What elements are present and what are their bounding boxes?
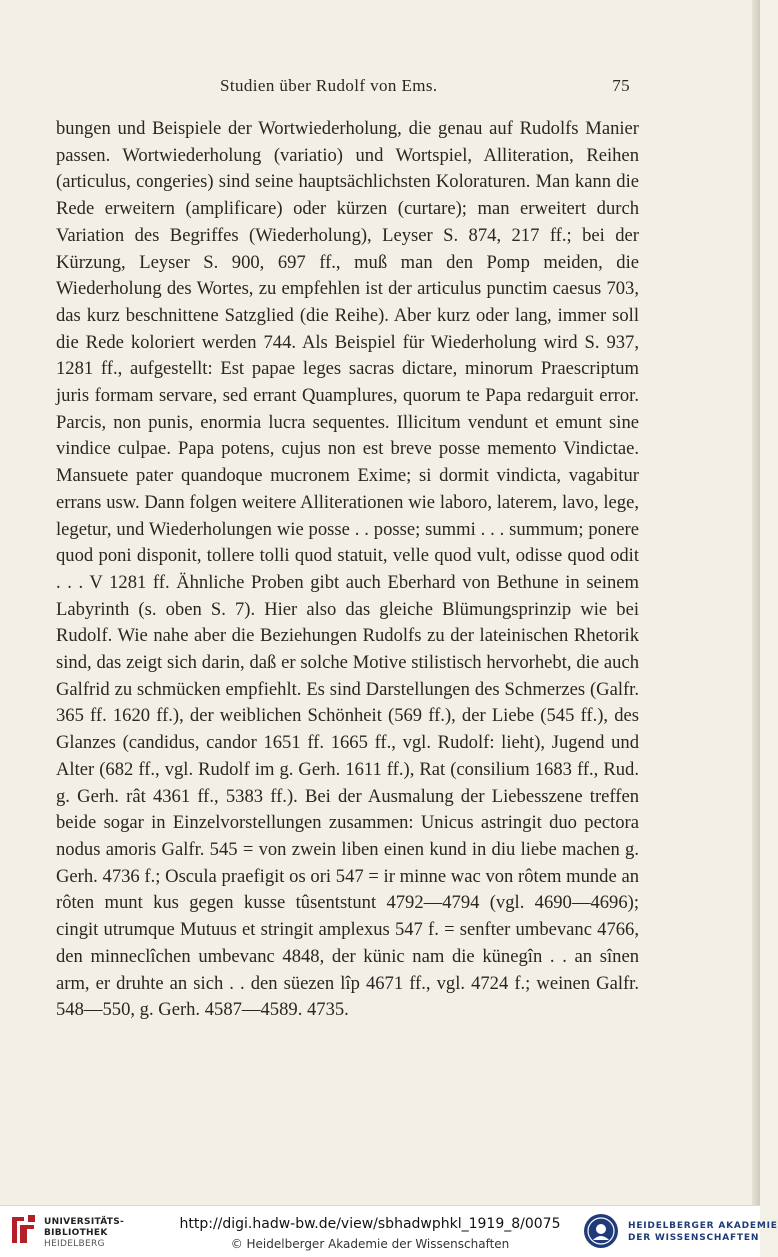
running-head bbox=[55, 76, 630, 98]
academy-logo-line1: HEIDELBERGER AKADEMIE bbox=[628, 1221, 778, 1231]
library-logo-line3: HEIDELBERG bbox=[44, 1239, 105, 1249]
academy-seal-icon bbox=[582, 1212, 620, 1250]
library-logo-line1: UNIVERSITÄTS- bbox=[44, 1217, 125, 1227]
library-logo-line2: BIBLIOTHEK bbox=[44, 1228, 108, 1238]
academy-logo-line2: DER WISSENSCHAFTEN bbox=[628, 1233, 760, 1243]
page-number: 75 bbox=[612, 76, 630, 95]
copyright-notice: © Heidelberger Akademie der Wissenschaften bbox=[230, 1237, 510, 1251]
body-paragraph: bungen und Beispiele der Wortwiederholung, die genau auf Rudolfs Manier passen. Wortwiederholung (variatio) und Wortspiel, Alliteration, Reihen (articulus, congeries) sind seine hauptsächlichsten Koloraturen. Man kann die Rede erweitern (amplificare) oder kürzen (curtare); man erweitert durch Variation des Begriffes (Wiederholung), Leyser S. 874, 217 ff.; bei der Kürzung, Leyser S. 900, 697 ff., muß man den Pomp meiden, die Wiederholung des Wortes, zu empfehlen ist der articulus punctim caesus 703, das kurz beschnittene Satzglied (die Reihe). Aber kurz oder lang, immer soll die Rede koloriert werden 744. Als Beispiel für Wiederholung wird S. 937, 1281 ff., aufgestellt: Est papae leges sacras dictare, minorum Praescriptum juris formam servare, sed errant Quamplures, quorum te Papa redarguit error. Parcis, non punis, enormia lucra sequentes. Illicitum vendunt et emunt sine vindice culpae. Papa potens, cujus non est breve posse memento Vindictae. Mansuete pater quandoque mucronem Exime; si dormit vindicta, vagabitur errans usw. Dann folgen weitere Alliterationen wie laboro, laterem, lavo, lege, legetur, und Wiederholungen wie posse . . posse; summi . . . summum; ponere quod poni disponit, tollere tolli quod statuit, velle quod vult, odisse quod odit . . . V 1281 ff. Ähnliche Proben gibt auch Eberhard von Bethune in seinem Labyrinth (s. oben S. 7). Hier also das gleiche Blümungsprinzip wie bei Rudolf. Wie nahe aber die Beziehungen Rudolfs zu der lateinischen Rhetorik sind, das zeigt sich darin, daß er solche Motive stilistisch hervorhebt, die auch Galfrid zu schmücken empfiehlt. Es sind Darstellungen des Schmerzes (Galfr. 365 ff. 1620 ff.), der weiblichen Schönheit (569 ff.), der Liebe (545 ff.), des Glanzes (candidus, candor 1651 ff. 1665 ff., vgl. Rudolf: lieht), Jugend und Alter (682 ff., vgl. Rudolf im g. Gerh. 1611 ff.), Rat (consilium 1683 ff., Rud. g. Gerh. rât 4361 ff., 5383 ff.). Bei der Ausmalung der Liebesszene treffen beide sogar in Einzelvorstellungen zusammen: Unicus astringit duo pectora nodus amoris Galfr. 545 = von zwein liben einen kund in diu liebe machen g. Gerh. 4736 f.; Oscula praefigit os ori 547 = ir minne wac von rôtem munde an rôten munt kus gegen kusse tûsentstunt 4792—4794 (vgl. 4690—4696); cingit utrumque Mutuus et stringit amplexus 547 f. = senfter umbevanc 4766, den minneclîchen umbevanc 4848, der künic nam die künegîn . . an sînen arm, er druhte an sich . . den süezen lîp 4671 ff., vgl. 4724 f.; weinen Galfr. 548—550, g. Gerh. 4587—4589. 4735. bbox=[56, 118, 639, 1021]
page-edge bbox=[752, 0, 760, 1205]
academy-logo[interactable] bbox=[582, 1211, 778, 1251]
viewer-footer bbox=[0, 1205, 778, 1257]
library-logo-icon bbox=[8, 1213, 38, 1247]
footer-divider bbox=[0, 1205, 760, 1206]
body-text bbox=[56, 116, 639, 1024]
running-title: Studien über Rudolf von Ems. bbox=[220, 76, 438, 95]
university-library-logo[interactable] bbox=[8, 1211, 148, 1251]
permalink-url[interactable]: http://digi.hadw-bw.de/view/sbhadwphkl_1919_8/0075 bbox=[179, 1216, 561, 1232]
